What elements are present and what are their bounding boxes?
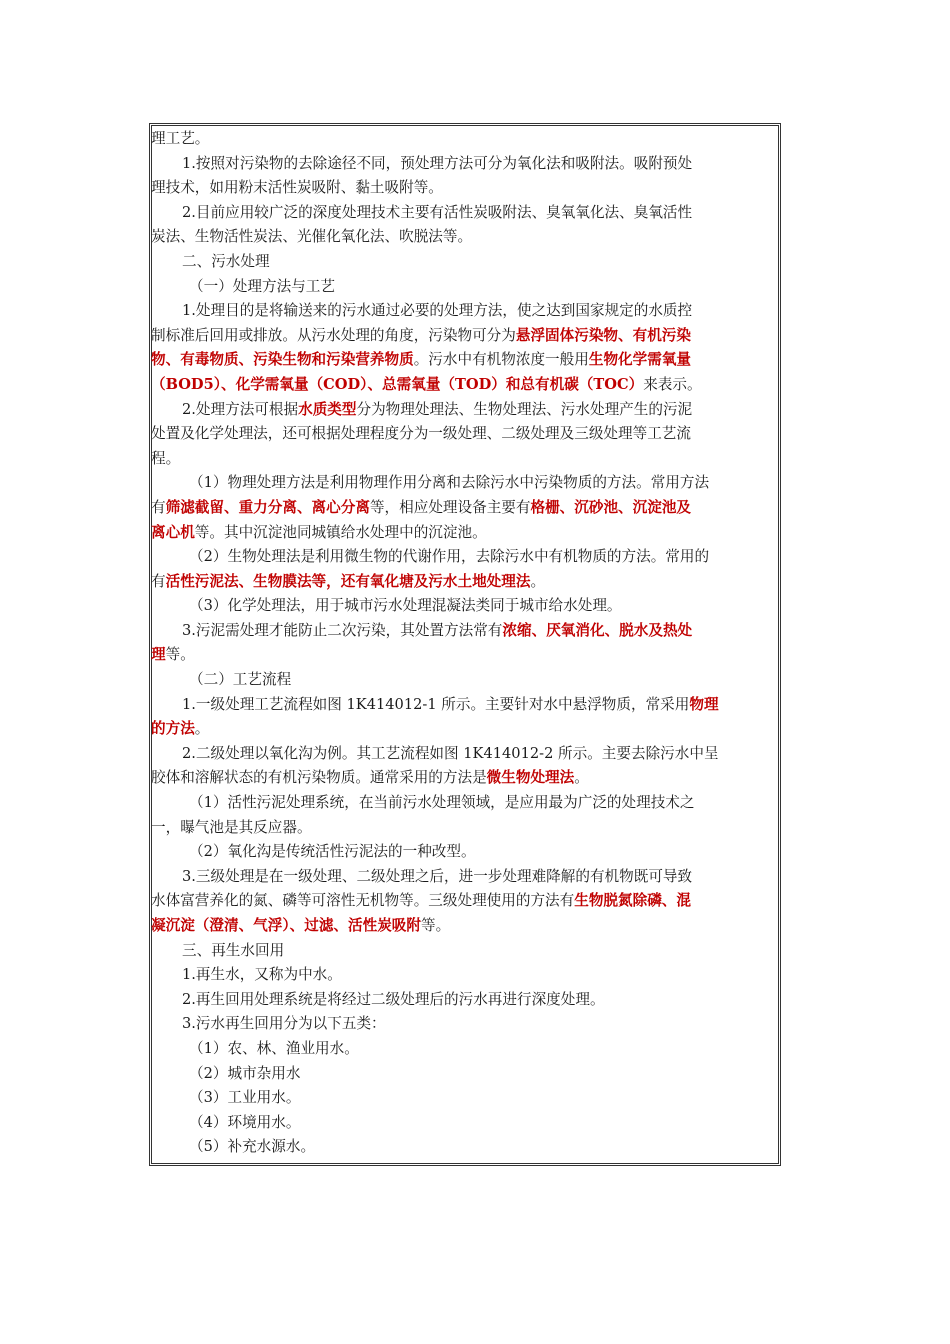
text-line — [151, 471, 773, 496]
text-line — [151, 988, 773, 1013]
text-span: 1.处理目的是将输送来的污水通过必要的处理方法，使之达到国家规定的水质控 — [182, 302, 693, 320]
text-line — [151, 791, 773, 816]
text-line — [151, 201, 773, 226]
text-line — [151, 422, 773, 447]
text-span: 有 — [151, 498, 166, 516]
text-line — [151, 250, 773, 275]
text-span: 3.污水再生回用分为以下五类： — [182, 1015, 386, 1033]
text-line — [151, 496, 773, 521]
highlighted-text: 活性污泥法、生物膜法等，还有氧化塘及污水土地处理法 — [165, 572, 531, 590]
highlighted-text: 物理 — [689, 695, 719, 713]
text-span: 处置及化学处理法，还可根据处理程度分为一级处理、二级处理及三级处理等工艺流 — [151, 425, 691, 443]
text-line — [151, 447, 773, 472]
text-span: （1）物理处理方法是利用物理作用分离和去除污水中污染物质的方法。常用方法 — [189, 474, 710, 492]
text-span: （5）补充水源水。 — [189, 1138, 316, 1156]
text-line — [151, 717, 773, 742]
text-line — [151, 398, 773, 423]
text-span: 理工艺。 — [151, 130, 210, 147]
text-span: （1）农、林、渔业用水。 — [189, 1039, 359, 1057]
text-line — [151, 521, 773, 546]
text-span: 一，曝气池是其反应器。 — [151, 818, 312, 836]
text-span: 制标准后回用或排放。从污水处理的角度，污染物可分为 — [151, 326, 516, 344]
text-line — [151, 766, 773, 791]
text-span: 水体富营养化的氮、磷等可溶性无机物等。三级处理使用的方法有 — [151, 892, 575, 910]
text-line — [151, 1135, 773, 1160]
text-span: 等。 — [420, 917, 451, 934]
text-span: 。 — [574, 769, 589, 787]
text-span: （二）工艺流程 — [189, 671, 292, 689]
text-span: （3）工业用水。 — [189, 1089, 301, 1107]
text-span: 炭法、生物活性炭法、光催化氧化法、吹脱法等。 — [151, 228, 473, 246]
text-span: 理技术，如用粉末活性炭吸附、黏土吸附等。 — [151, 179, 443, 197]
highlighted-text: 生物脱氮除磷、混 — [574, 892, 691, 910]
highlighted-text: （BOD5）、化学需氧量（COD）、总需氧量（TOD）和总有机碳（TOC） — [151, 375, 644, 393]
text-line — [151, 594, 773, 619]
text-span: 等，相应处理设备主要有 — [369, 498, 531, 516]
text-span: 1.再生水，又称为中水。 — [182, 966, 342, 984]
text-span: 2.处理方法可根据 — [182, 400, 299, 418]
highlighted-text: 水质类型 — [298, 400, 357, 418]
highlighted-text: 离心机 — [151, 523, 195, 541]
text-span: 。 — [530, 572, 546, 590]
text-line — [151, 693, 773, 718]
text-span: （4）环境用水。 — [189, 1113, 301, 1131]
highlighted-text: 筛滤截留、重力分离、离心分离 — [165, 498, 370, 516]
text-line — [151, 1086, 773, 1111]
text-line — [151, 275, 773, 300]
text-span: （2）氧化沟是传统活性污泥法的一种改型。 — [189, 843, 476, 861]
text-span: 二、污水处理 — [182, 252, 270, 270]
text-span: 。 — [194, 720, 210, 738]
text-line — [151, 816, 773, 841]
highlighted-text: 物、有毒物质、污染生物和污染营养物质 — [151, 351, 414, 369]
text-span: 来表示。 — [643, 375, 702, 393]
text-line — [151, 1012, 773, 1037]
text-span: 1.一级处理工艺流程如图 1K414012-1 所示。主要针对水中悬浮物质，常采用 — [182, 695, 690, 713]
text-line — [151, 348, 773, 373]
highlighted-text: 的方法 — [151, 720, 195, 738]
text-span: 3.污泥需处理才能防止二次污染，其处置方法常有 — [182, 621, 503, 639]
text-line — [151, 914, 773, 939]
text-span: （一）处理方法与工艺 — [189, 277, 335, 295]
highlighted-text: 格栅、沉砂池、沉淀池及 — [530, 498, 692, 516]
text-line — [151, 373, 773, 398]
text-span: （2）城市杂用水 — [189, 1064, 301, 1082]
text-line — [151, 643, 773, 668]
text-line — [151, 889, 773, 914]
text-span: （3）化学处理法，用于城市污水处理混凝法类同于城市给水处理。 — [189, 597, 622, 615]
highlighted-text: 生物化学需氧量 — [588, 351, 692, 369]
text-line — [151, 865, 773, 890]
text-span: （1）活性污泥处理系统，在当前污水处理领域，是应用最为广泛的处理技术之 — [189, 794, 695, 812]
text-span: 3.三级处理是在一级处理、二级处理之后，进一步处理难降解的有机物既可导致 — [182, 867, 693, 885]
text-span: 。污水中有机物浓度一般用 — [413, 351, 589, 369]
text-span: 2.再生回用处理系统是将经过二级处理后的污水再进行深度处理。 — [182, 990, 605, 1008]
text-line — [151, 225, 773, 250]
text-line — [151, 1062, 773, 1087]
text-span: 三、再生水回用 — [182, 941, 285, 959]
text-span: 胶体和溶解状态的有机污染物质。通常采用的方法是 — [151, 769, 487, 787]
text-span: 程。 — [151, 449, 181, 467]
highlighted-text: 理 — [151, 646, 166, 664]
text-span: 1.按照对污染物的去除途径不同，预处理方法可分为氧化法和吸附法。吸附预处 — [182, 154, 693, 172]
highlighted-text: 悬浮固体污染物、有机污染 — [515, 326, 691, 344]
text-line — [151, 127, 773, 152]
text-line — [151, 324, 773, 349]
highlighted-text: 浓缩、厌氧消化、脱水及热处 — [502, 621, 693, 639]
document-body — [151, 127, 773, 1160]
text-line — [151, 299, 773, 324]
text-line — [151, 939, 773, 964]
text-line — [151, 570, 773, 595]
text-line — [151, 176, 773, 201]
text-line — [151, 545, 773, 570]
text-span: 2.目前应用较广泛的深度处理技术主要有活性炭吸附法、臭氧氧化法、臭氧活性 — [182, 203, 693, 221]
text-span: 有 — [151, 572, 166, 590]
highlighted-text: 微生物处理法 — [486, 769, 575, 787]
text-line — [151, 840, 773, 865]
text-line — [151, 152, 773, 177]
text-span: 2.二级处理以氧化沟为例。其工艺流程如图 1K414012-2 所示。主要去除污水中呈 — [182, 744, 719, 762]
text-span: （2）生物处理法是利用微生物的代谢作用，去除污水中有机物质的方法。常用的 — [189, 548, 710, 566]
text-span: 等。其中沉淀池同城镇给水处理中的沉淀池。 — [194, 523, 487, 541]
highlighted-text: 凝沉淀（澄清、气浮）、过滤、活性炭吸附 — [151, 917, 421, 934]
text-span: 分为物理处理法、生物处理法、污水处理产生的污泥 — [356, 400, 693, 418]
text-line — [151, 668, 773, 693]
text-line — [151, 1111, 773, 1136]
text-line — [151, 742, 773, 767]
text-line — [151, 963, 773, 988]
text-line — [151, 619, 773, 644]
text-span: 等。 — [165, 646, 195, 664]
text-line — [151, 1037, 773, 1062]
